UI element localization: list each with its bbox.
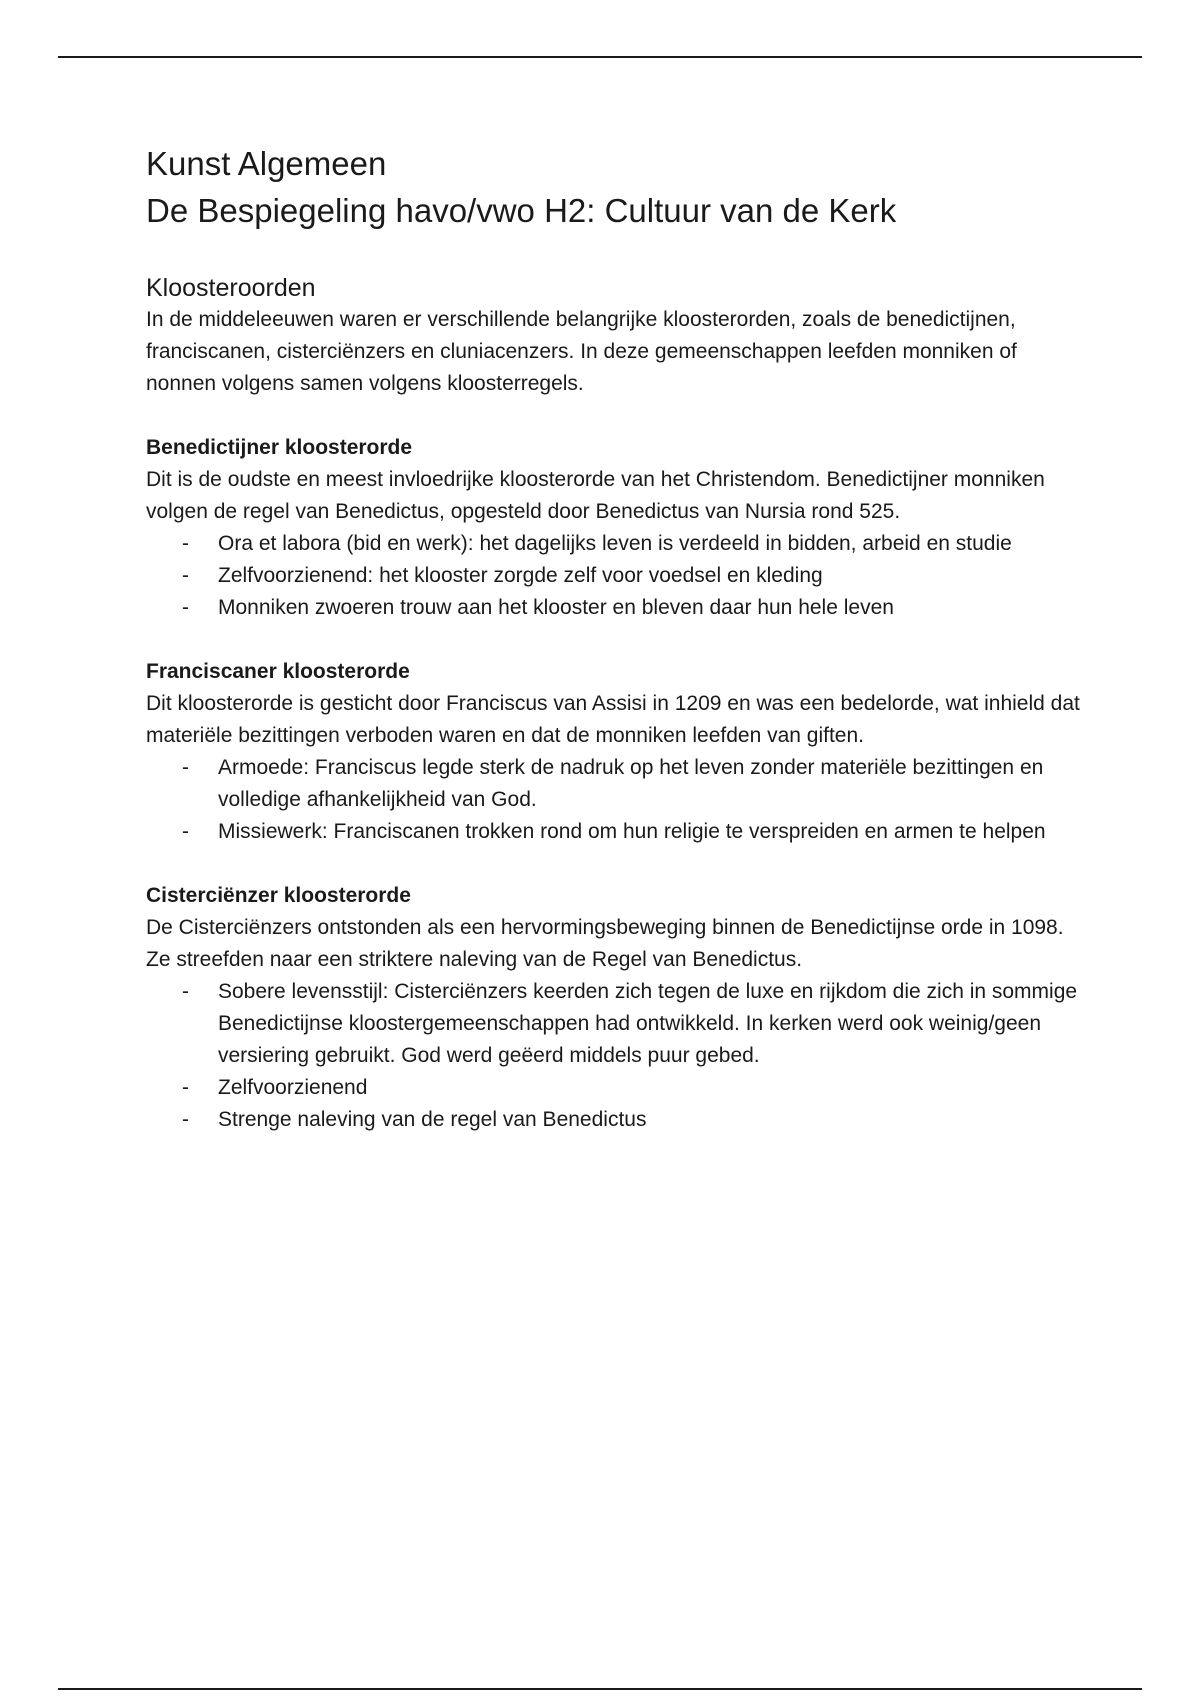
list-item (146, 816, 1086, 848)
list-item (146, 752, 1086, 816)
list-item (146, 1104, 1086, 1136)
list-item (146, 1072, 1086, 1104)
dash-marker: - (182, 756, 189, 779)
list-item-text: Sobere levensstijl: Cisterciënzers keerden zich tegen de luxe en rijkdom die zich in sommige Benedictijnse kloostergemeenschappen had ontwikkeld. In kerken werd ook weinig/geen versiering gebruikt. God werd geëerd middels puur gebed. (218, 980, 1078, 1067)
list-item-text: Strenge naleving van de regel van Benedictus (218, 1108, 647, 1131)
order-text: De Cisterciënzers ontstonden als een hervormingsbeweging binnen de Benedictijnse orde in 1098. Ze streefden naar een striktere naleving van de Regel van Benedictus. (146, 916, 1064, 971)
list-item-text: Monniken zwoeren trouw aan het klooster en bleven daar hun hele leven (218, 596, 894, 619)
list-item (146, 976, 1086, 1072)
dash-marker: - (182, 564, 189, 587)
dash-marker: - (182, 820, 189, 843)
list-item-text: Zelfvoorzienend: het klooster zorgde zelf voor voedsel en kleding (218, 564, 823, 587)
dash-marker: - (182, 1108, 189, 1131)
order-franciscaner (146, 656, 1086, 848)
dash-marker: - (182, 1076, 189, 1099)
list-item-text: Ora et labora (bid en werk): het dagelijks leven is verdeeld in bidden, arbeid en studie (218, 532, 1012, 555)
dash-marker: - (182, 980, 189, 1003)
order-heading: Cisterciënzer kloosterorde (146, 884, 411, 907)
order-benedictijner (146, 432, 1086, 624)
order-text: Dit kloosterorde is gesticht door Franciscus van Assisi in 1209 en was een bedelorde, wat inhield dat materiële bezittingen verboden waren en dat de monniken leefden van giften. (146, 692, 1080, 747)
order-bullet-list (146, 976, 1086, 1136)
list-item-text: Armoede: Franciscus legde sterk de nadruk op het leven zonder materiële bezittingen en volledige afhankelijkheid van God. (218, 756, 1044, 811)
document-subtitle: De Bespiegeling havo/vwo H2: Cultuur van de Kerk (146, 192, 897, 229)
list-item-text: Missiewerk: Franciscanen trokken rond om hun religie te verspreiden en armen te helpen (218, 820, 1046, 843)
dash-marker: - (182, 532, 189, 555)
list-item (146, 560, 1086, 592)
list-item-text: Zelfvoorzienend (218, 1076, 368, 1099)
order-bullet-list (146, 752, 1086, 848)
section-heading: Kloosteroorden (146, 274, 316, 302)
section-intro: In de middeleeuwen waren er verschillende belangrijke kloosterorden, zoals de benedictijnen, franciscanen, cisterciënzers en cluniacenzers. In deze gemeenschappen leefden monniken of nonnen volgens samen volgens kloosterregels. (146, 308, 1017, 395)
document-body (146, 140, 1086, 1136)
document-title: Kunst Algemeen (146, 145, 387, 182)
order-bullet-list (146, 528, 1086, 624)
list-item (146, 528, 1086, 560)
order-heading: Franciscaner kloosterorde (146, 660, 410, 683)
dash-marker: - (182, 596, 189, 619)
order-heading: Benedictijner kloosterorde (146, 436, 413, 459)
order-text: Dit is de oudste en meest invloedrijke kloosterorde van het Christendom. Benedictijner monniken volgen de regel van Benedictus, opgesteld door Benedictus van Nursia rond 525. (146, 468, 1045, 523)
bottom-rule (58, 1688, 1142, 1690)
top-rule (58, 56, 1142, 58)
order-cistercienzer (146, 880, 1086, 1136)
list-item (146, 592, 1086, 624)
